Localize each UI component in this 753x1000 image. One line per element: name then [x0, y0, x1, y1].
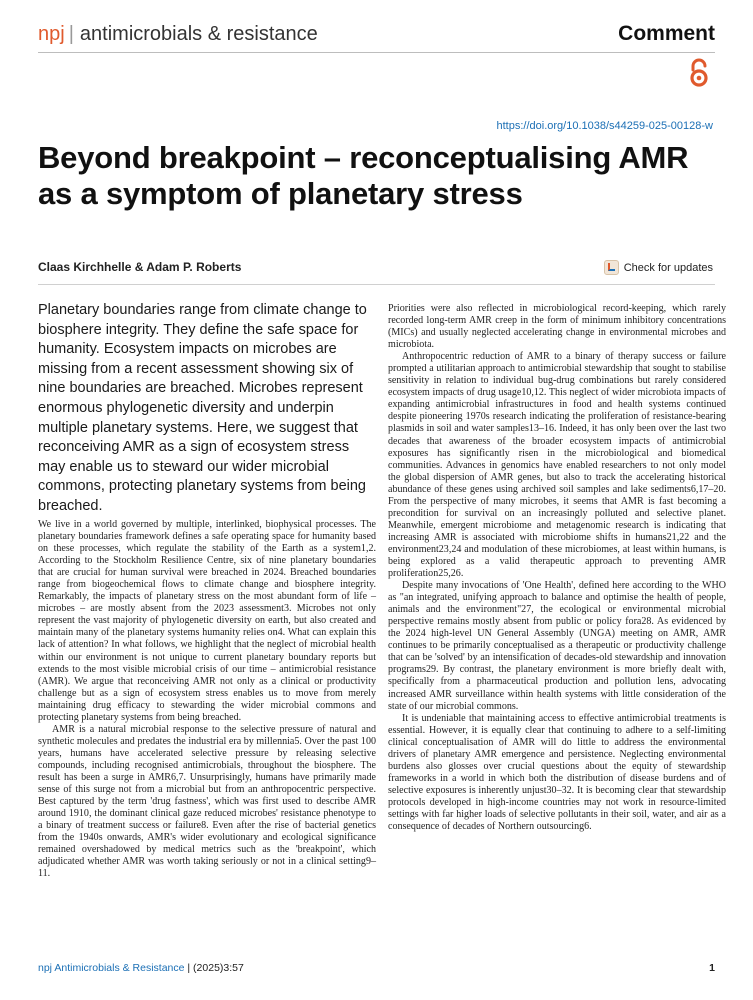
article-title: Beyond breakpoint – reconceptualising AMR as a symptom of planetary stress: [38, 140, 689, 211]
body-paragraph: Despite many invocations of 'One Health', defined here according to the WHO as "an integrated, unifying approach to balance and optimise the health of people, animals and the environment"27, the ecological or environmental microbial perspective remains mostly absent from public or policy fora28. As evidenced by the 2024 high-level UN General Assembly (UNGA) meeting on AMR, AMR continues to be primarily conceptualised as a therapeutic or productivity challenge that can be 'solved' by an intensification of decades-old stewardship and innovation programs29. By contrast, the planetary environment is more briefly dealt with, specifically from a pharmaceutical production and pollution lens, advocating increased AMR surveillance within health systems with little consideration of the state of our microbial commons.: [388, 580, 726, 712]
body-column-left: [38, 519, 376, 880]
footer-journal[interactable]: npj Antimicrobials & Resistance: [38, 962, 185, 974]
npj-logo: npj: [38, 23, 65, 45]
header-separator: |: [68, 23, 74, 45]
check-for-updates-button[interactable]: [604, 260, 713, 275]
body-paragraph: Priorities were also reflected in microbiological record-keeping, which rarely recorded long-term AMR creep in the form of minimum inhibitory concentrations (MICs) and usually neglected accelerating change in environmental microbes and microbiota.: [388, 303, 726, 351]
body-paragraph: AMR is a natural microbial response to the selective pressure of natural and synthetic molecules and predates the industrial era by millennia5. Over the past 100 years, humans have accelerated selective pressure by releasing selective compounds, including recognised antimicrobials, throughout the biosphere. The result has been a surge in AMR6,7. Unsurprisingly, humans have primarily made sense of this surge not from a microbial but from an anthropocentric perspective. Best captured by the term 'drug fastness', which was first used to describe AMR around 1910, the dominant clinical gaze reduced microbes' resistance phenotype to a binary of treatment success or failure8. Even after the rise of bacterial genetics from the 1940s onwards, AMR's wider evolutionary and ecological significance remained overshadowed by medical metrics such as the 'breakpoint', which adjudicated whether AMR was worth taking seriously or not in a clinical setting9–11.: [38, 723, 376, 880]
authors[interactable]: Claas Kirchhelle & Adam P. Roberts: [38, 260, 242, 274]
footer-citation: | (2025)3:57: [187, 962, 244, 974]
body-column-right: [388, 303, 726, 833]
abstract: Planetary boundaries range from climate change to biosphere integrity. They define the safe space for humanity. Ecosystem impacts on microbes are missing from a recent assessment showing six of nine boundaries are breached. Microbes represent enormous phylogenetic diversity and underpin multiple planetary systems. Here, we suggest that reconceiving AMR as a sign of ecosystem stress may enable us to steward our wider microbial commons, protecting planetary systems from being breached.: [38, 302, 367, 514]
doi-link[interactable]: https://doi.org/10.1038/s44259-025-00128-w: [496, 120, 713, 132]
page-number: 1: [709, 962, 715, 974]
body-paragraph: It is undeniable that maintaining access to effective antimicrobial treatments is essential. However, it is equally clear that continuing to adhere to a self-limiting clinical conceptualisation of AMR will do little to address the environmental drivers of planetary AMR emergence and persistence. Neglecting environmental burdens also glosses over crucial questions about the equity of stewardship frameworks in a world in which both the distribution of disease burdens and of selective exposures is inherently unjust30–32. It is becoming clear that stewardship protocols developed in high-income countries may not work in resource-limited settings with far higher loads of selective pollutants in their soil, water, and air as a consequence of decades of Northern outsourcing6.: [388, 712, 726, 833]
journal-header: [38, 18, 715, 53]
journal-name: antimicrobials & resistance: [79, 23, 318, 45]
header-divider: [38, 284, 715, 285]
body-paragraph: Anthropocentric reduction of AMR to a binary of therapy success or failure prompted a utilitarian approach to antimicrobial stewardship that sought to stabilise sensitivity in relation to individual bug-drug combinations but rarely considered ecosystem impacts of drug usage10,12. This neglect of wider microbiota impacts of expanding antimicrobial infrastructures in food and health systems continued despite pioneering 1970s research indicating the proliferation of resistance-bearing plasmids in soil and water samples13–16. Indeed, it has only been over the last two decades that awareness of the broader ecosystem impacts of antimicrobial exposures has significantly risen in the microbiological and biomedical communities. Advances in genomics have enabled researchers to not only model the global dispersion of AMR genes, but also to track the accelerating historical abundance of these genes using archived soil samples and lake sediments6,17–20. From the perspective of many microbes, it seems that AMR is fast becoming a precondition for survival on an increasingly polluted and selective planet. Meanwhile, emergent microbiome and metagenomic research is indicating that increasing AMR is associated with microbiome shifts in humans21,22 and the environment23,24 and modulation of these microbiomes, at least within humans, is being explored as a valid therapeutic approach to preventing AMR proliferation25,26.: [388, 351, 726, 580]
open-access-icon[interactable]: [685, 58, 713, 88]
article-type: Comment: [618, 22, 715, 45]
body-paragraph: We live in a world governed by multiple, interlinked, biophysical processes. The planetary boundaries framework defines a safe operating space for humanity based on these processes, which regulate the stability of the Earth as a system1,2. According to the Stockholm Resilience Centre, six of nine planetary boundaries that are crucial for human survival were breached in 2024. Breached boundaries range from biogeochemical flows to climate change and biosphere integrity. Remarkably, the impacts of planetary stress on the most abundant form of life – microbes – are mostly absent from the 2023 assessment3. Microbes not only represent the vast majority of phylogenetic diversity on earth, but also created and maintain many of the planetary systems humanity relies on4. What can explain this lack of attention? In what follows, we highlight that the neglect of microbial health within our environment is not unique to current planetary boundary reports but extends to the most visible microbial crisis of our time – antimicrobial resistance (AMR). We argue that reconceiving AMR not only as a clinical or productivity challenge but as a sign of ecosystem stress enables us to move from merely maintaining drug efficacy to stewarding the wider microbial commons and protecting planetary systems from being breached.: [38, 519, 376, 723]
journal-title[interactable]: [38, 22, 318, 46]
check-for-updates-label: Check for updates: [623, 261, 713, 274]
check-for-updates-icon: [604, 260, 619, 275]
page-footer: [38, 962, 715, 974]
